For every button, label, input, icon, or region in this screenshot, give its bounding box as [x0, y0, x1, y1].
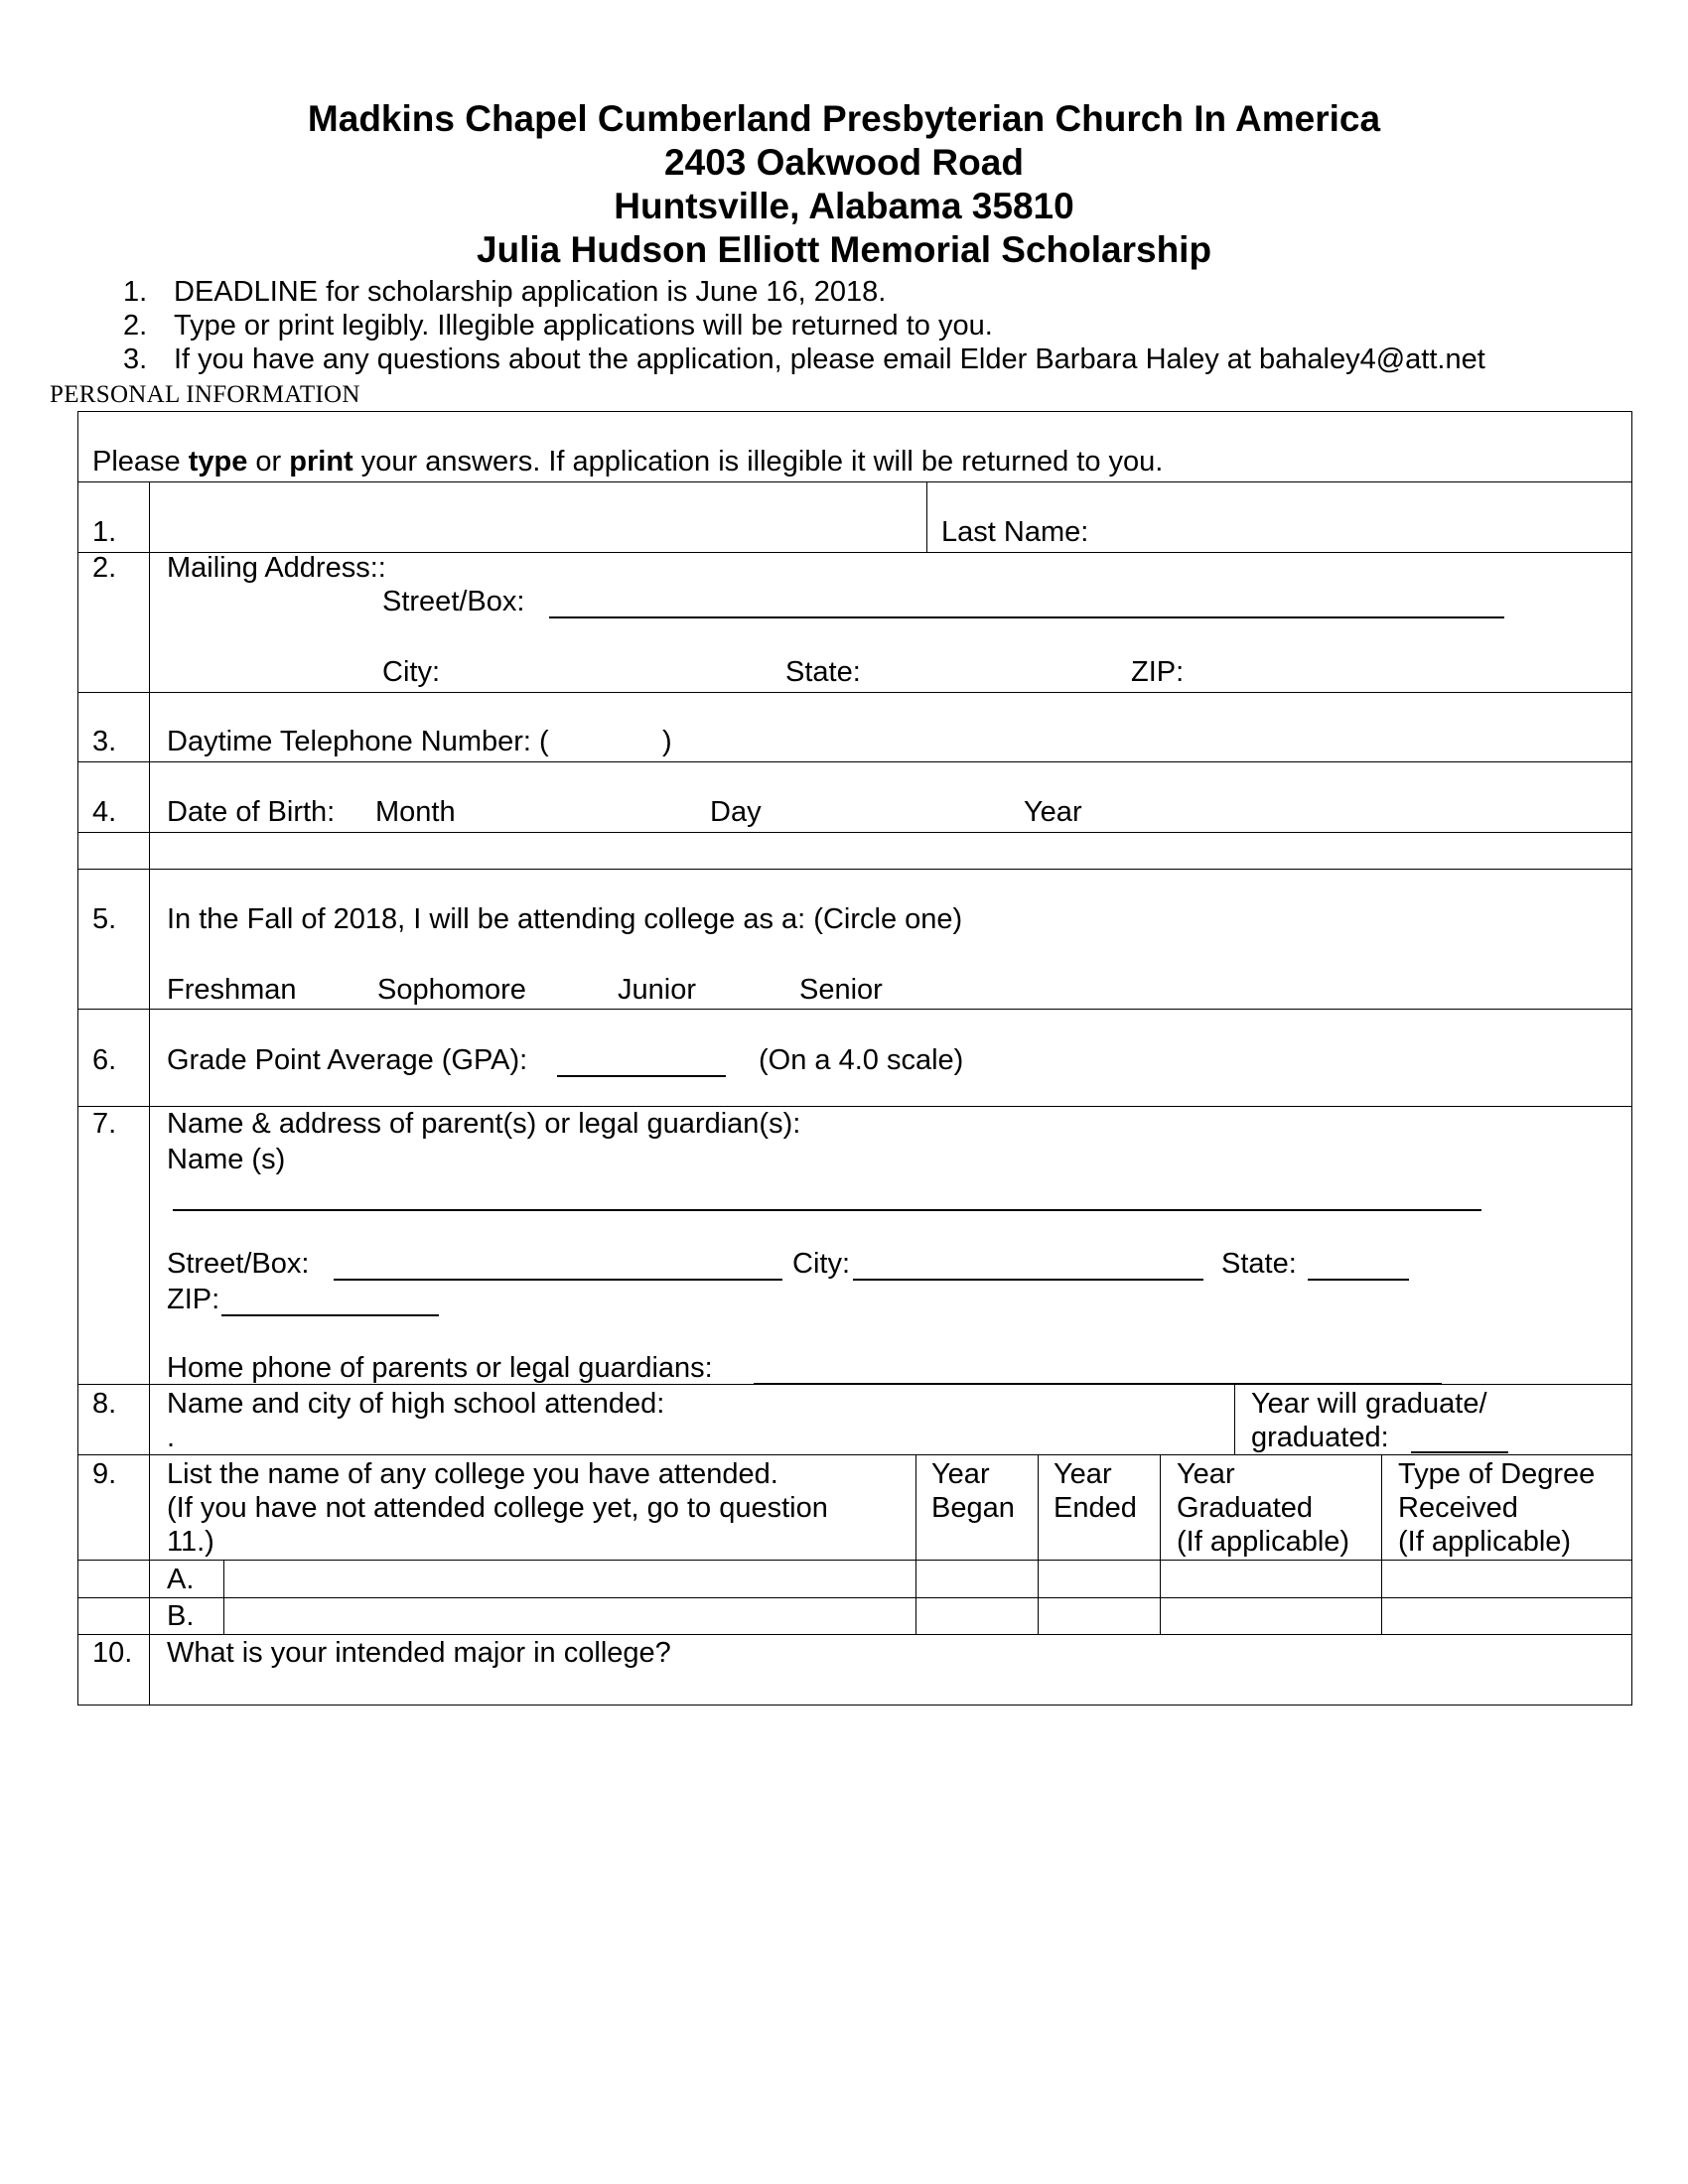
- q5-number: 5.: [92, 903, 117, 935]
- birth-month-label: Month: [375, 796, 456, 828]
- q7-number: 7.: [92, 1108, 117, 1140]
- graduation-year-label-2: graduated:: [1251, 1422, 1389, 1453]
- col-degree-type-3: (If applicable): [1398, 1526, 1572, 1558]
- parent-zip-label: ZIP:: [167, 1284, 220, 1315]
- option-junior[interactable]: Junior: [618, 974, 696, 1006]
- q9-number: 9.: [92, 1458, 117, 1490]
- parent-name-field[interactable]: [173, 1209, 1481, 1211]
- option-freshman[interactable]: Freshman: [167, 974, 297, 1006]
- form-intro: Please type or print your answers. If application is illegible it will be returned to you.: [92, 446, 1164, 478]
- col-year-began: Year: [931, 1458, 990, 1490]
- q4-number: 4.: [92, 796, 117, 828]
- q8-number: 8.: [92, 1388, 117, 1420]
- intended-major-label: What is your intended major in college?: [167, 1637, 671, 1669]
- state-label: State:: [785, 656, 861, 688]
- street-box-field[interactable]: [549, 616, 1504, 618]
- city-label: City:: [382, 656, 440, 688]
- q3-number: 3.: [92, 726, 117, 757]
- graduation-year-label: Year will graduate/: [1251, 1388, 1487, 1420]
- option-senior[interactable]: Senior: [799, 974, 883, 1006]
- college-row-b-label: B.: [167, 1600, 195, 1632]
- church-name: Madkins Chapel Cumberland Presbyterian Church In America: [307, 98, 1381, 139]
- q1-number: 1.: [92, 516, 117, 548]
- col-year-ended: Year: [1054, 1458, 1112, 1490]
- col-year-graduated-3: (If applicable): [1177, 1526, 1350, 1558]
- col-year-ended-2: Ended: [1054, 1492, 1137, 1524]
- parent-guardian-label: Name & address of parent(s) or legal guardian(s):: [167, 1108, 801, 1140]
- phone-close-paren: ): [662, 726, 672, 757]
- gpa-label: Grade Point Average (GPA):: [167, 1044, 528, 1076]
- daytime-phone-label: Daytime Telephone Number: (: [167, 726, 549, 757]
- college-list-note-2: 11.): [167, 1526, 214, 1558]
- college-row-a-label: A.: [167, 1564, 195, 1595]
- high-school-dot: .: [167, 1422, 176, 1453]
- col-degree-type: Type of Degree: [1398, 1458, 1596, 1490]
- college-list-note: (If you have not attended college yet, go to question: [167, 1492, 828, 1524]
- date-of-birth-label: Date of Birth:: [167, 796, 336, 828]
- last-name-label: Last Name:: [941, 516, 1089, 548]
- class-standing-label: In the Fall of 2018, I will be attending college as a: (Circle one): [167, 903, 963, 935]
- birth-day-label: Day: [710, 796, 762, 828]
- option-sophomore[interactable]: Sophomore: [377, 974, 526, 1006]
- col-degree-type-2: Received: [1398, 1492, 1518, 1524]
- zip-label: ZIP:: [1131, 656, 1185, 688]
- parent-name-label: Name (s): [167, 1144, 286, 1175]
- parent-zip-field[interactable]: [221, 1314, 439, 1316]
- parent-street-label: Street/Box:: [167, 1248, 310, 1280]
- graduation-year-field[interactable]: [1411, 1451, 1508, 1453]
- parent-phone-label: Home phone of parents or legal guardians:: [167, 1352, 713, 1384]
- col-year-graduated-2: Graduated: [1177, 1492, 1314, 1524]
- parent-city-label: City:: [792, 1248, 850, 1280]
- q2-number: 2.: [92, 552, 117, 584]
- street-box-label: Street/Box:: [382, 586, 525, 617]
- first-name-field[interactable]: [151, 483, 923, 550]
- gpa-scale-note: (On a 4.0 scale): [759, 1044, 964, 1076]
- high-school-label: Name and city of high school attended:: [167, 1388, 665, 1420]
- q6-number: 6.: [92, 1044, 117, 1076]
- col-year-began-2: Began: [931, 1492, 1015, 1524]
- birth-year-label: Year: [1024, 796, 1082, 828]
- college-list-label: List the name of any college you have attended.: [167, 1458, 778, 1490]
- church-city: Huntsville, Alabama 35810: [614, 186, 1074, 226]
- parent-state-label: State:: [1221, 1248, 1297, 1280]
- parent-state-field[interactable]: [1308, 1279, 1409, 1281]
- parent-city-field[interactable]: [853, 1279, 1203, 1281]
- mailing-address-label: Mailing Address::: [167, 552, 386, 584]
- section-title: PERSONAL INFORMATION: [50, 381, 360, 408]
- parent-phone-field[interactable]: [754, 1383, 1442, 1385]
- scholarship-title: Julia Hudson Elliott Memorial Scholarship: [476, 229, 1212, 270]
- q10-number: 10.: [92, 1637, 133, 1669]
- parent-street-field[interactable]: [334, 1279, 782, 1281]
- col-year-graduated: Year: [1177, 1458, 1235, 1490]
- church-address: 2403 Oakwood Road: [664, 142, 1024, 183]
- gpa-field[interactable]: [557, 1075, 726, 1077]
